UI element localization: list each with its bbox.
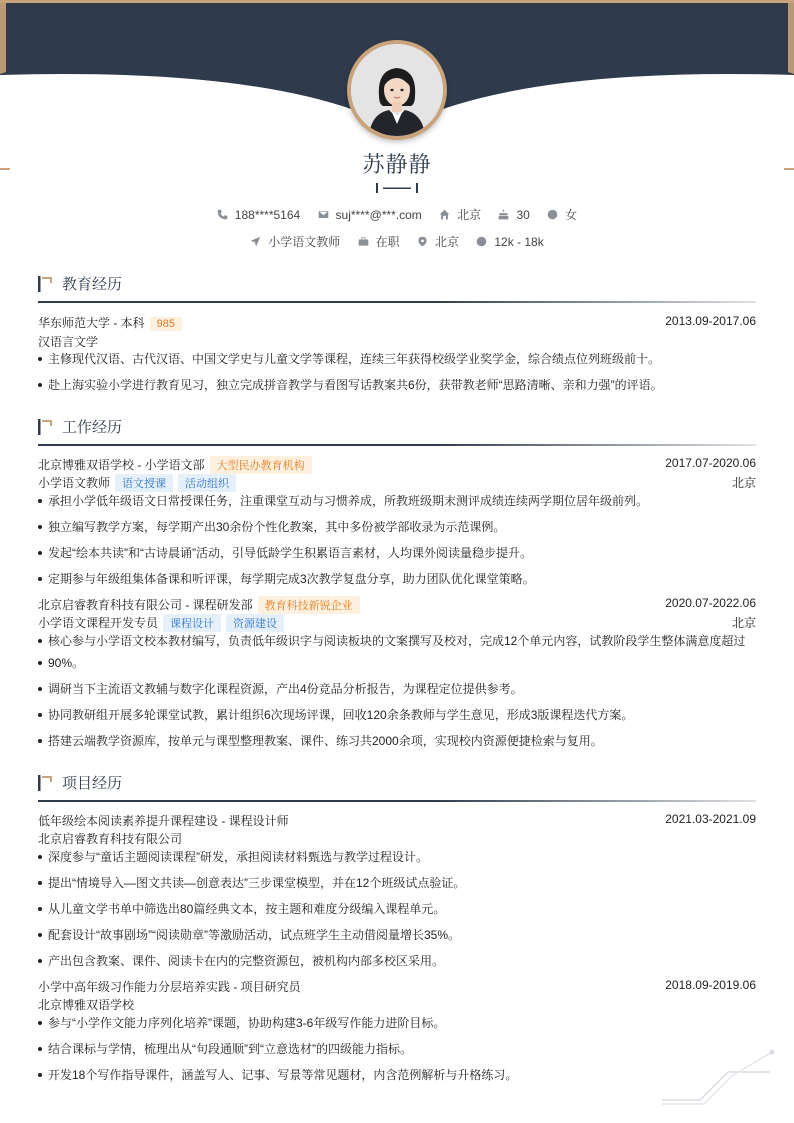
list-item: 结合课标与学情，梳理出从“句段通顺”到“立意选材”的四级能力指标。 — [38, 1038, 760, 1060]
list-item: 配套设计“故事剧场”“阅读勋章”等激励活动，试点班学生主动借阅量增长35%。 — [38, 924, 760, 946]
project-org: 北京启睿教育科技有限公司 — [38, 832, 183, 846]
email-item — [318, 208, 422, 222]
section-title-project — [38, 772, 122, 793]
section-divider — [38, 444, 756, 446]
work-date: 2017.07-2020.06 — [665, 456, 756, 470]
contact-row — [0, 206, 794, 223]
avatar-portrait-icon — [351, 44, 443, 136]
email-value: suj****@***.com — [335, 207, 422, 222]
list-item: 协同教研组开展多轮课堂试教，累计组织6次现场评课，回收120余条教师与学生意见，形成3版课程迭代方案。 — [38, 704, 760, 726]
list-item: 独立编写教学方案，每学期产出30余份个性化教案，其中多份被学部收录为示范课例。 — [38, 516, 760, 538]
corner-line-ornament — [660, 1048, 780, 1108]
briefcase-icon — [358, 236, 369, 247]
list-item: 提出“情境导入—图文共读—创意表达”三步课堂模型，并在12个班级试点验证。 — [38, 872, 760, 894]
phone-item — [217, 208, 300, 222]
section-divider — [38, 301, 756, 303]
section-mark-icon — [38, 775, 54, 791]
skill-tag: 语文授课 — [115, 474, 173, 492]
home-icon — [439, 209, 450, 220]
list-item: 主修现代汉语、古代汉语、中国文学史与儿童文学等课程，连续三年获得校级学业奖学金，综合绩点位列班级前十。 — [38, 348, 760, 370]
mail-icon — [318, 209, 329, 220]
list-item: 调研当下主流语文教辅与数字化课程资源，产出4份竞品分析报告，为课程定位提供参考。 — [38, 678, 760, 700]
salary-value: 12k - 18k — [494, 234, 544, 249]
status-value: 在职 — [375, 235, 400, 249]
gender-value: 女 — [565, 208, 578, 222]
company-name: 北京启睿教育科技有限公司 - 课程研发部 — [38, 598, 253, 612]
age-item — [498, 208, 529, 222]
position-value: 小学语文教师 — [268, 235, 341, 249]
position-item — [250, 233, 340, 250]
project-title: 小学中高年级习作能力分层培养实践 - 项目研究员 — [38, 980, 301, 994]
section-divider — [38, 800, 756, 802]
name-divider-ornament — [376, 183, 418, 193]
project-date: 2021.03-2021.09 — [665, 812, 756, 826]
role-name: 小学语文教师 — [38, 476, 111, 490]
project-header — [38, 978, 756, 995]
list-item: 核心参与小学语文校本教材编写，负责低年级识字与阅读板块的文案撰写及校对，完成12个单元内容，试教阶段学生整体满意度超过 — [38, 630, 760, 652]
skill-tag: 资源建设 — [226, 614, 284, 632]
role-name: 小学语文课程开发专员 — [38, 616, 159, 630]
list-item: 赴上海实验小学进行教育见习，独立完成拼音教学与看图写话教案共6份，获带教老师“思路清晰、亲和力强”的评语。 — [38, 374, 760, 396]
project-header — [38, 812, 756, 829]
avatar-frame — [347, 40, 447, 140]
skill-tag: 活动组织 — [178, 474, 236, 492]
hometown-item — [439, 206, 481, 223]
phone-value: 188****5164 — [234, 207, 301, 222]
education-date: 2013.09-2017.06 — [665, 314, 756, 328]
company-name: 北京博雅双语学校 - 小学语文部 — [38, 458, 205, 472]
city-item — [417, 233, 459, 250]
section-mark-icon — [38, 419, 54, 435]
salary-item — [476, 235, 543, 249]
skill-tag: 课程设计 — [163, 614, 221, 632]
candidate-name: 苏静静 — [362, 152, 432, 177]
section-title-text: 项目经历 — [62, 775, 123, 792]
avatar — [351, 44, 443, 136]
gender-icon — [547, 209, 558, 220]
list-item: 深度参与“童话主题阅读课程”研发，承担阅读材料甄选与教学过程设计。 — [38, 846, 760, 868]
work-header — [38, 596, 756, 614]
school-tag: 985 — [150, 317, 182, 331]
education-major: 汉语言文学 — [38, 335, 99, 349]
school-name: 华东师范大学 - 本科 — [38, 316, 145, 330]
section-title-work — [38, 416, 122, 437]
list-item: 定期参与年级组集体备课和听评课，每学期完成3次教学复盘分享，助力团队优化课堂策略。 — [38, 568, 760, 590]
city-value: 北京 — [435, 235, 460, 249]
list-item: 产出包含教案、课件、阅读卡在内的完整资源包，被机构内部多校区采用。 — [38, 950, 760, 972]
list-item: 承担小学低年级语文日常授课任务，注重课堂互动与习惯养成，所教班级期末测评成绩连续两学期位居年级前列。 — [38, 490, 760, 512]
project-org: 北京博雅双语学校 — [38, 998, 135, 1012]
status-item — [358, 233, 400, 250]
section-mark-icon — [38, 276, 54, 292]
location-pin-icon — [417, 236, 428, 247]
list-item: 从儿童文学书单中筛选出80篇经典文本，按主题和难度分级编入课程单元。 — [38, 898, 760, 920]
age-value: 30 — [516, 207, 530, 222]
project-date: 2018.09-2019.06 — [665, 978, 756, 992]
section-title-education — [38, 273, 122, 294]
hometown-value: 北京 — [457, 208, 482, 222]
section-title-text: 教育经历 — [62, 276, 123, 293]
work-location: 北京 — [731, 476, 756, 490]
company-tag: 教育科技新锐企业 — [258, 596, 360, 614]
section-title-text: 工作经历 — [62, 419, 123, 436]
continuation-text: 90%。 — [48, 656, 85, 670]
money-icon — [476, 236, 487, 247]
list-item-continuation — [38, 652, 760, 674]
phone-icon — [217, 209, 228, 220]
list-item: 搭建云端教学资源库，按单元与课型整理教案、课件、练习共2000余项，实现校内资源便捷检索与复用。 — [38, 730, 760, 752]
list-item: 参与“小学作文能力序列化培养”课题，协助构建3-6年级写作能力进阶目标。 — [38, 1012, 760, 1034]
list-item: 开发18个写作指导课件，涵盖写人、记事、写景等常见题材，内含范例解析与升格练习。 — [38, 1064, 760, 1086]
work-date: 2020.07-2022.06 — [665, 596, 756, 610]
company-tag: 大型民办教育机构 — [210, 456, 312, 474]
job-intention-row — [0, 233, 794, 250]
cake-icon — [498, 209, 509, 220]
send-icon — [250, 236, 261, 247]
work-header — [38, 456, 756, 474]
list-item: 发起“绘本共读”和“古诗晨诵”活动，引导低龄学生积累语言素材，人均课外阅读量稳步提升。 — [38, 542, 760, 564]
education-header — [38, 314, 756, 331]
work-location: 北京 — [731, 616, 756, 630]
gender-item — [547, 206, 577, 223]
project-title: 低年级绘本阅读素养提升课程建设 - 课程设计师 — [38, 814, 289, 828]
